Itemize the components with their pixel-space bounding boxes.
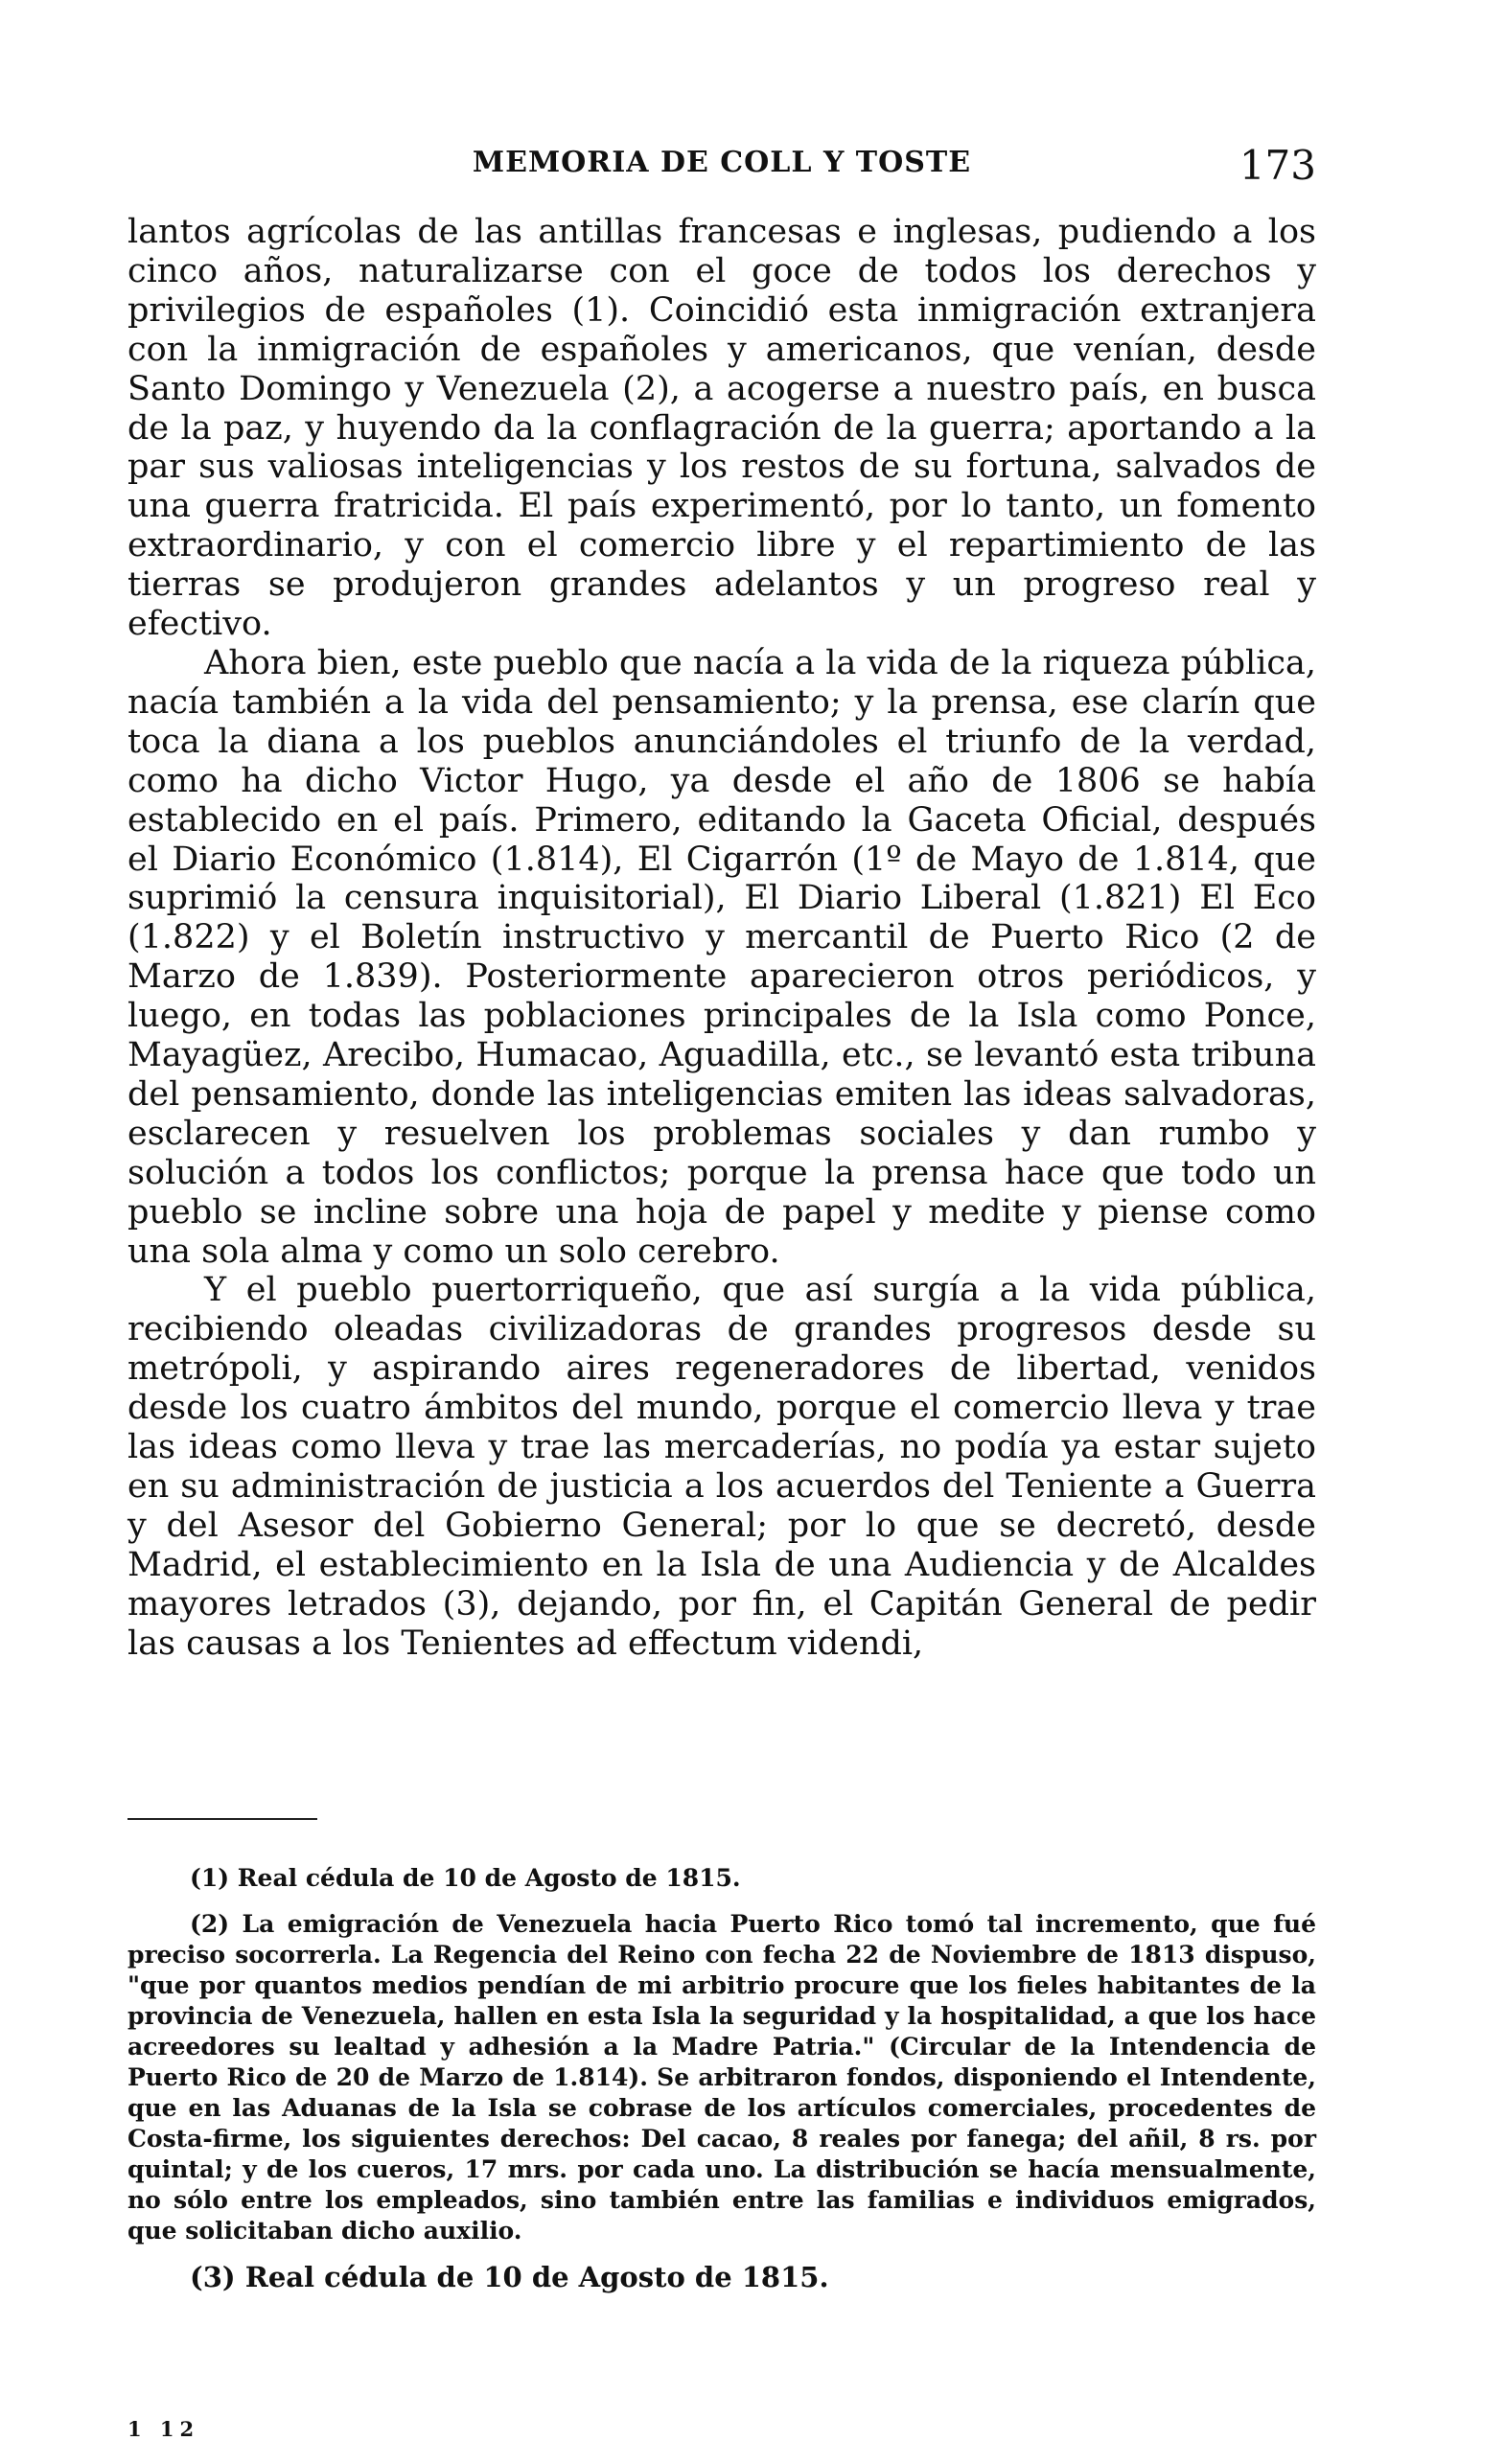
body-text (127, 213, 1316, 1664)
paragraph: Ahora bien, este pueblo que nacía a la vida de la riqueza pública, nacía también a la vida del pensamiento; y la prensa, ese clarín que toca la diana a los pueblos anunciándoles el triunfo de la verdad, como ha dicho Victor Hugo, ya desde el año de 1806 se había establecido en el país. Primero, editando la Gaceta Oficial, después el Diario Económico (1.814), El Cigarrón (1º de Mayo de 1.814, que suprimió la censura inquisitorial), El Diario Liberal (1.821) El Eco (1.822) y el Boletín instructivo y mercantil de Puerto Rico (2 de Marzo de 1.839). Posteriormente aparecieron otros periódicos, y luego, en todas las poblaciones principales de la Isla como Ponce, Mayagüez, Arecibo, Humacao, Aguadilla, etc., se levantó esta tribuna del pensamiento, donde las inteligencias emiten las ideas salvadoras, esclarecen y resuelven los problemas sociales y dan rumbo y solución a todos los conflictos; porque la prensa hace que todo un pueblo se incline sobre una hoja de papel y medite y piense como una sola alma y como un solo cerebro. (127, 643, 1316, 1271)
footnotes (127, 1863, 1316, 2292)
footnote: (2) La emigración de Venezuela hacia Puerto Rico tomó tal incremento, que fué preciso socorrerla. La Regencia del Reino con fecha 22 de Noviembre de 1813 dispuso, "que por quantos medios pendían de mi arbitrio procure que los fieles habitantes de la provincia de Venezuela, hallen en esta Isla la seguridad y la hospitalidad, a que los hace acreedores su lealtad y adhesión a la Madre Patria." (Circular de la Intendencia de Puerto Rico de 20 de Marzo de 1.814). Se arbitraron fondos, disponiendo el Intendente, que en las Aduanas de la Isla se cobrase de los artículos comerciales, procedentes de Costa-firme, los siguientes derechos: Del cacao, 8 reales por fanega; del añil, 8 rs. por quintal; y de los cueros, 17 mrs. por cada uno. La distribución se hacía mensualmente, no sólo entre los empleados, sino también entre las familias e individuos emigrados, que solicitaban dicho auxilio. (127, 1910, 1316, 2245)
running-head: MEMORIA DE COLL Y TOSTE (472, 146, 972, 179)
page-number: 173 (1239, 142, 1316, 189)
paragraph: Y el pueblo puertorriqueño, que así surgía a la vida pública, recibiendo oleadas civilizadoras de grandes progresos desde su metrópoli, y aspirando aires regeneradores de libertad, venidos desde los cuatro ámbitos del mundo, porque el comercio lleva y trae las ideas como lleva y trae las mercaderías, no podía ya estar sujeto en su administración de justicia a los acuerdos del Teniente a Guerra y del Asesor del Gobierno General; por lo que se decretó, desde Madrid, el establecimiento en la Isla de una Audiencia y de Alcaldes mayores letrados (3), dejando, por fin, el Capitán General de pedir las causas a los Tenientes ad effectum videndi, (127, 1271, 1316, 1663)
paragraph: lantos agrícolas de las antillas francesas e inglesas, pudiendo a los cinco años, naturalizarse con el goce de todos los derechos y privilegios de españoles (1). Coincidió esta inmigración extranjera con la inmigración de españoles y americanos, que venían, desde Santo Domingo y Venezuela (2), a acogerse a nuestro país, en busca de la paz, y huyendo da la conflagración de la guerra; aportando a la par sus valiosas inteligencias y los restos de su fortuna, salvados de una guerra fratricida. El país experimentó, por lo tanto, un fomento extraordinario, y con el comercio libre y el repartimiento de las tierras se produjeron grandes adelantos y un progreso real y efectivo. (127, 213, 1316, 644)
footnote: (1) Real cédula de 10 de Agosto de 1815. (190, 1864, 741, 1892)
page-header (127, 142, 1316, 190)
footnote-divider (127, 1818, 317, 1820)
printer-signature: 1 12 (127, 2417, 200, 2441)
footnote: (3) Real cédula de 10 de Agosto de 1815. (190, 2261, 829, 2293)
